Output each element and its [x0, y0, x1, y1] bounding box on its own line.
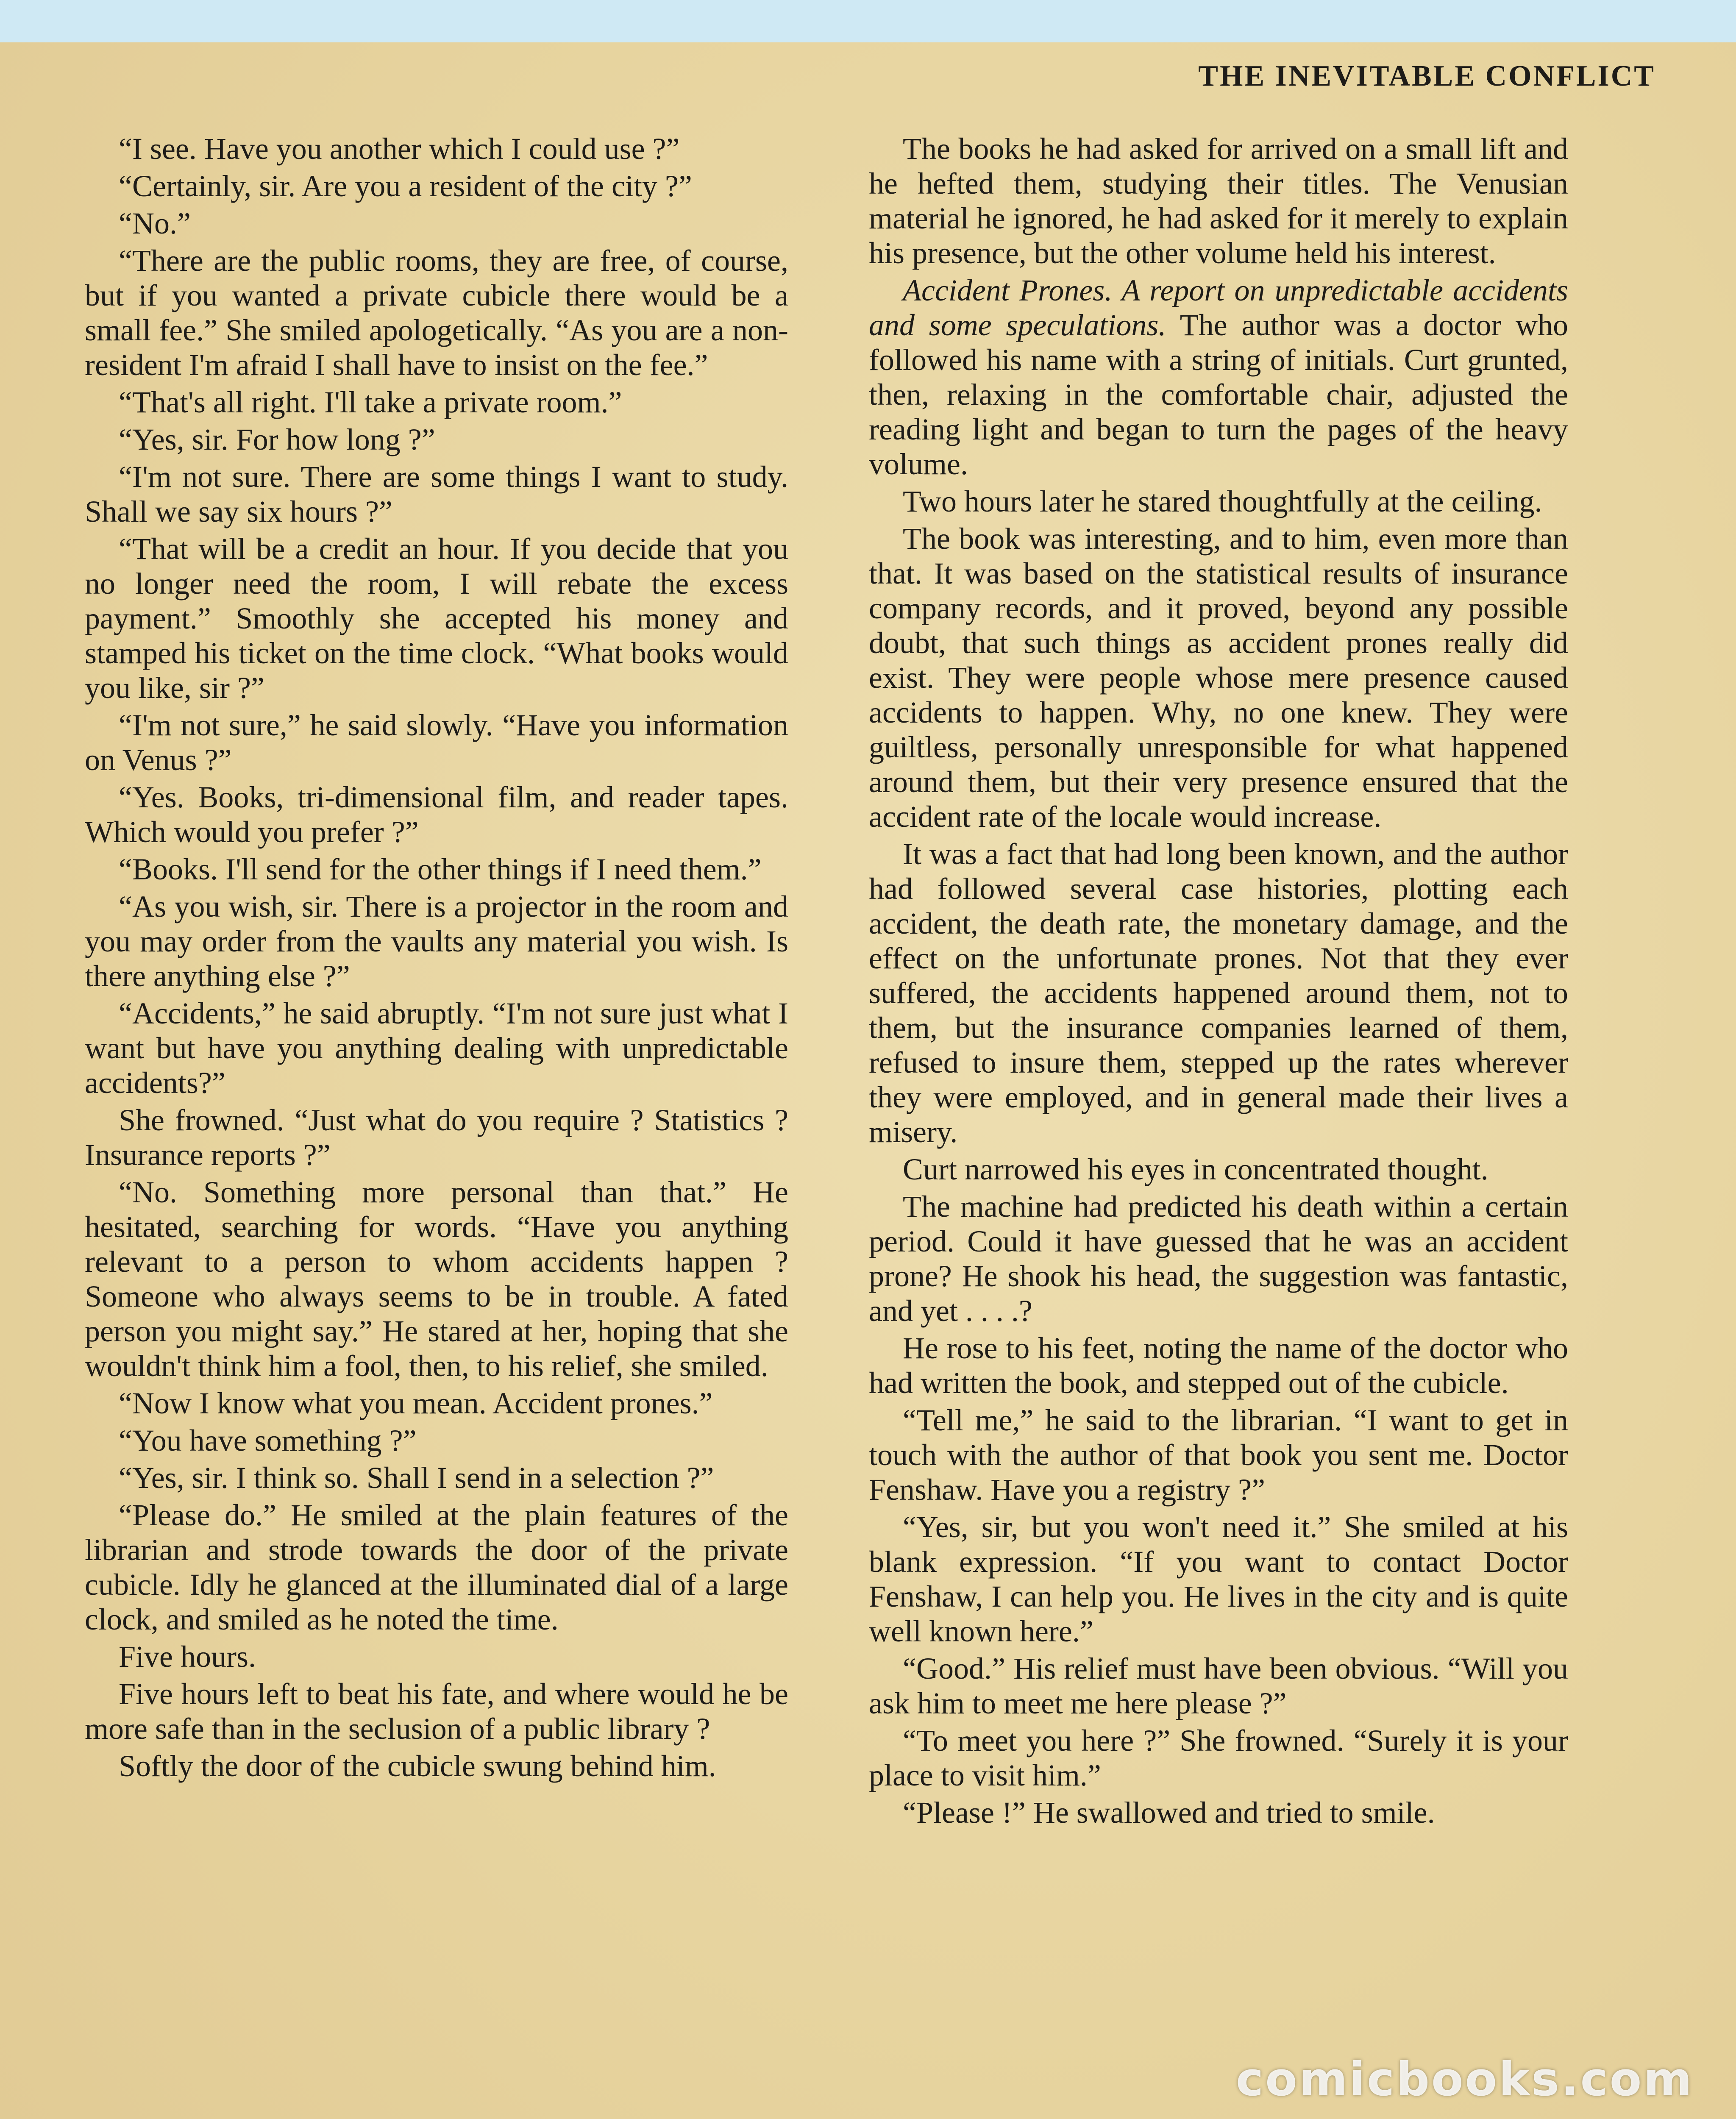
paragraph: “Accidents,” he said abruptly. “I'm not sure just what I want but have you anything dealing with unpredictable accidents?” [85, 996, 788, 1100]
paragraph: “Yes, sir, but you won't need it.” She smiled at his blank expression. “If you want to contact Doctor Fenshaw, I can help you. He lives in the city and is quite well known here.” [869, 1510, 1568, 1648]
paragraph: “You have something ?” [119, 1424, 417, 1457]
left-column [85, 131, 788, 1786]
paragraph: “Yes, sir. I think so. Shall I send in a selection ?” [119, 1461, 714, 1495]
paragraph: It was a fact that had long been known, and the author had followed several case histories, plotting each accident, the death rate, the monetary damage, and the effect on the unfortunate prones. Not that they ever suffered, the accidents happened around them, not to them, but the insurance companies learned of them, refused to insure them, stepped up the rates wherever they were employed, and in general made their lives a misery. [869, 837, 1568, 1149]
paragraph: “That's all right. I'll take a private room.” [119, 385, 622, 419]
right-column [869, 131, 1568, 1833]
paragraph: Curt narrowed his eyes in concentrated thought. [903, 1152, 1488, 1186]
magazine-page [0, 42, 1736, 2119]
book-title: Accident Prones. A report on unpredictable accidents and some speculations. [869, 273, 1568, 342]
paragraph: “Now I know what you mean. Accident prones.” [119, 1386, 713, 1420]
paragraph: “Yes. Books, tri-dimensional film, and reader tapes. Which would you prefer ?” [85, 780, 788, 849]
paragraph: “Tell me,” he said to the librarian. “I want to get in touch with the author of that book you sent me. Doctor Fenshaw. Have you a registry ?” [869, 1403, 1568, 1507]
paragraph: “Good.” His relief must have been obvious. “Will you ask him to meet me here please ?” [869, 1652, 1568, 1720]
watermark-logo: comicbooks.com [1236, 2052, 1694, 2106]
paragraph: Two hours later he stared thoughtfully at the ceiling. [903, 484, 1542, 518]
paragraph: “Certainly, sir. Are you a resident of the city ?” [119, 169, 692, 203]
paragraph: “Yes, sir. For how long ?” [119, 423, 435, 456]
paragraph: “There are the public rooms, they are free, of course, but if you wanted a private cubicle there would be a small fee.” She smiled apologetically. “As you are a non-resident I'm afraid I shall have to insist on the fee.” [85, 244, 788, 382]
paragraph: Softly the door of the cubicle swung behind him. [119, 1749, 716, 1783]
paragraph: “I'm not sure. There are some things I want to study. Shall we say six hours ?” [85, 460, 788, 528]
paragraph: He rose to his feet, noting the name of the doctor who had written the book, and stepped out of the cubicle. [869, 1331, 1568, 1400]
paragraph: The books he had asked for arrived on a small lift and he hefted them, studying their titles. The Venusian material he ignored, he had asked for it merely to explain his presence, but the other volume held his interest. [869, 132, 1568, 270]
paragraph: “As you wish, sir. There is a projector in the room and you may order from the vaults any material you wish. Is there anything else ?” [85, 890, 788, 993]
paragraph: Five hours. [119, 1640, 256, 1674]
paragraph: “I see. Have you another which I could use ?” [119, 132, 680, 166]
running-head: THE INEVITABLE CONFLICT [1198, 60, 1655, 92]
scan-background-strip [0, 0, 1736, 42]
paragraph: “No. Something more personal than that.” He hesitated, searching for words. “Have you anything relevant to a person to whom accidents happen ? Someone who always seems to be in trouble. A fated person you might say.” He stared at her, hoping that she wouldn't think him a fool, then, to his relief, she smiled. [85, 1175, 788, 1383]
paragraph: Five hours left to beat his fate, and where would he be more safe than in the seclusion of a public library ? [85, 1677, 788, 1746]
paragraph: “That will be a credit an hour. If you decide that you no longer need the room, I will rebate the excess payment.” Smoothly she accepted his money and stamped his ticket on the time clock. “What books would you like, sir ?” [85, 532, 788, 705]
paragraph-book-title [869, 273, 1568, 481]
paragraph: “To meet you here ?” She frowned. “Surely it is your place to visit him.” [869, 1724, 1568, 1792]
paragraph: The book was interesting, and to him, even more than that. It was based on the statistical results of insurance company records, and it proved, beyond any possible doubt, that such things as accident prones really did exist. They were people whose mere presence caused accidents to happen. Why, no one knew. They were guiltless, personally unresponsible for what happened around them, but their very presence ensured that the accident rate of the locale would increase. [869, 522, 1568, 834]
paragraph: The machine had predicted his death within a certain period. Could it have guessed that he was an accident prone? He shook his head, the suggestion was fantastic, and yet . . . .? [869, 1190, 1568, 1328]
book-title-continuation: The author was a doctor who followed his name with a string of initials. Curt grunted, then, relaxing in the comfortable chair, adjusted the reading light and began to turn the pages of the heavy volume. [869, 308, 1568, 481]
paragraph: “Please !” He swallowed and tried to smile. [903, 1796, 1435, 1830]
paragraph: “Books. I'll send for the other things if I need them.” [119, 852, 762, 886]
paragraph: She frowned. “Just what do you require ? Statistics ? Insurance reports ?” [85, 1103, 788, 1172]
paragraph: “Please do.” He smiled at the plain features of the librarian and strode towards the door of the private cubicle. Idly he glanced at the illuminated dial of a large clock, and smiled as he noted the time. [85, 1498, 788, 1636]
paragraph: “I'm not sure,” he said slowly. “Have you information on Venus ?” [85, 708, 788, 777]
paragraph: “No.” [119, 206, 191, 240]
